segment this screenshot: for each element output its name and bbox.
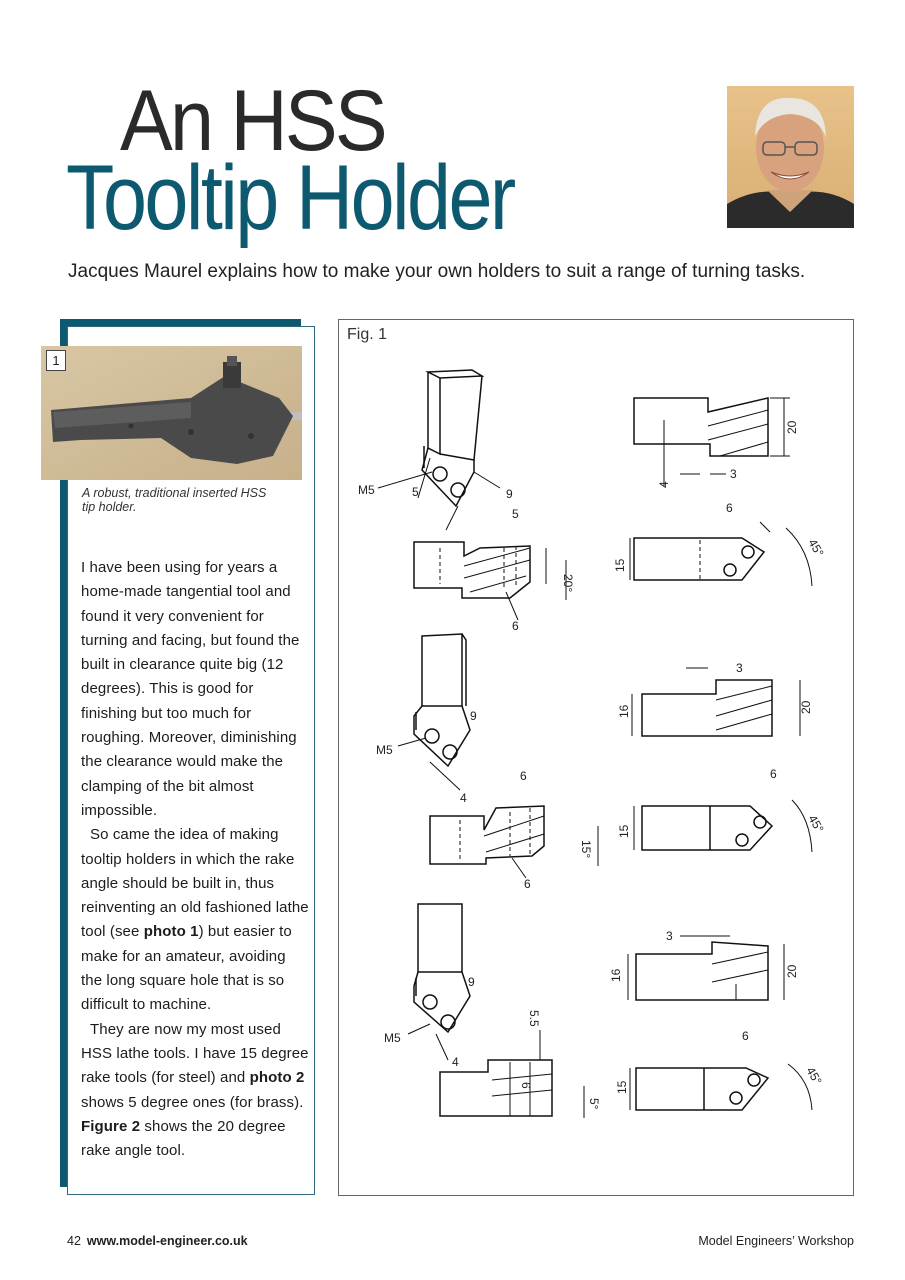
dim-b-9: 9	[470, 709, 477, 723]
figure-1-frame	[338, 319, 854, 1196]
dim-c-4: 4	[452, 1055, 459, 1069]
dim-a-5b: 5	[512, 507, 519, 521]
dim-c-5-5: 5.5	[527, 1010, 541, 1027]
body-text	[81, 556, 311, 1163]
dim-c-45deg: 45°	[803, 1064, 825, 1088]
dim-a-5: 5	[412, 485, 419, 499]
dim-c-20: 20	[785, 964, 799, 978]
paragraph-1: I have been using for years a home-made tangential tool and found it very convenient for turning and facing, but found the built in clearance quite big (12 degrees). This is good for finishing but too much for roughing. Moreover, diminishing the clearance would make the clamping of the bit almost impossible.	[81, 559, 300, 819]
dim-a-20: 20	[785, 420, 799, 434]
title-line-2: Tooltip Holder	[66, 147, 514, 249]
photo-number-badge: 1	[46, 350, 66, 371]
website-url: www.model-engineer.co.uk	[86, 1234, 248, 1248]
paragraph-3: They are now my most used HSS lathe tools. I have 15 degree rake tools (for steel) and photo 2 shows 5 degree ones (for brass). Figure 2 shows the 20 degree rake angle tool.	[81, 1020, 309, 1160]
photo-caption: A robust, traditional inserted HSS tip holder.	[82, 486, 267, 514]
dim-a-45deg: 45°	[805, 536, 827, 560]
dim-a-3: 3	[730, 467, 737, 481]
dim-b-6: 6	[520, 769, 527, 783]
dim-c-m5: M5	[384, 1031, 401, 1045]
dim-b-15deg: 15°	[579, 840, 593, 859]
page-number: 42	[67, 1234, 81, 1248]
dim-a-4: 4	[657, 481, 671, 488]
dim-c-5deg: 5°	[587, 1098, 601, 1110]
dim-b-4: 4	[460, 791, 467, 805]
dim-b-6c: 6	[770, 767, 777, 781]
dim-a-20deg: 20°	[561, 574, 575, 593]
author-portrait	[727, 86, 854, 228]
figure-label: Fig. 1	[347, 326, 388, 343]
dim-c-15: 15	[615, 1080, 629, 1094]
dim-c-6: 6	[519, 1082, 533, 1089]
dim-a-6b: 6	[726, 501, 733, 515]
dim-b-20: 20	[799, 700, 813, 714]
photo-1-tool-holder	[41, 346, 302, 480]
standfirst: Jacques Maurel explains how to make your own holders to suit a range of turning tasks.	[68, 261, 806, 282]
dim-b-15: 15	[617, 824, 631, 838]
dim-a-m5: M5	[358, 483, 375, 497]
dim-c-6b: 6	[742, 1029, 749, 1043]
footer-left	[67, 1234, 248, 1248]
title-line-1: An HSS	[120, 73, 385, 169]
magazine-name: Model Engineers’ Workshop	[698, 1234, 854, 1248]
dim-a-15: 15	[613, 558, 627, 572]
dim-a-6: 6	[512, 619, 519, 633]
dim-b-16: 16	[617, 704, 631, 718]
dim-b-45deg: 45°	[805, 812, 827, 836]
paragraph-2: So came the idea of making tooltip holders in which the rake angle should be built in, thus reinventing an old fashioned lathe tool (see photo 1) but easier to make for an amateur, avoiding the long square hole that is so difficult to machine.	[81, 826, 309, 1014]
dim-b-3: 3	[736, 661, 743, 675]
dim-c-3: 3	[666, 929, 673, 943]
dim-b-6b: 6	[524, 877, 531, 891]
dim-a-9: 9	[506, 487, 513, 501]
dim-c-9: 9	[468, 975, 475, 989]
dim-c-16: 16	[609, 968, 623, 982]
dim-b-m5: M5	[376, 743, 393, 757]
